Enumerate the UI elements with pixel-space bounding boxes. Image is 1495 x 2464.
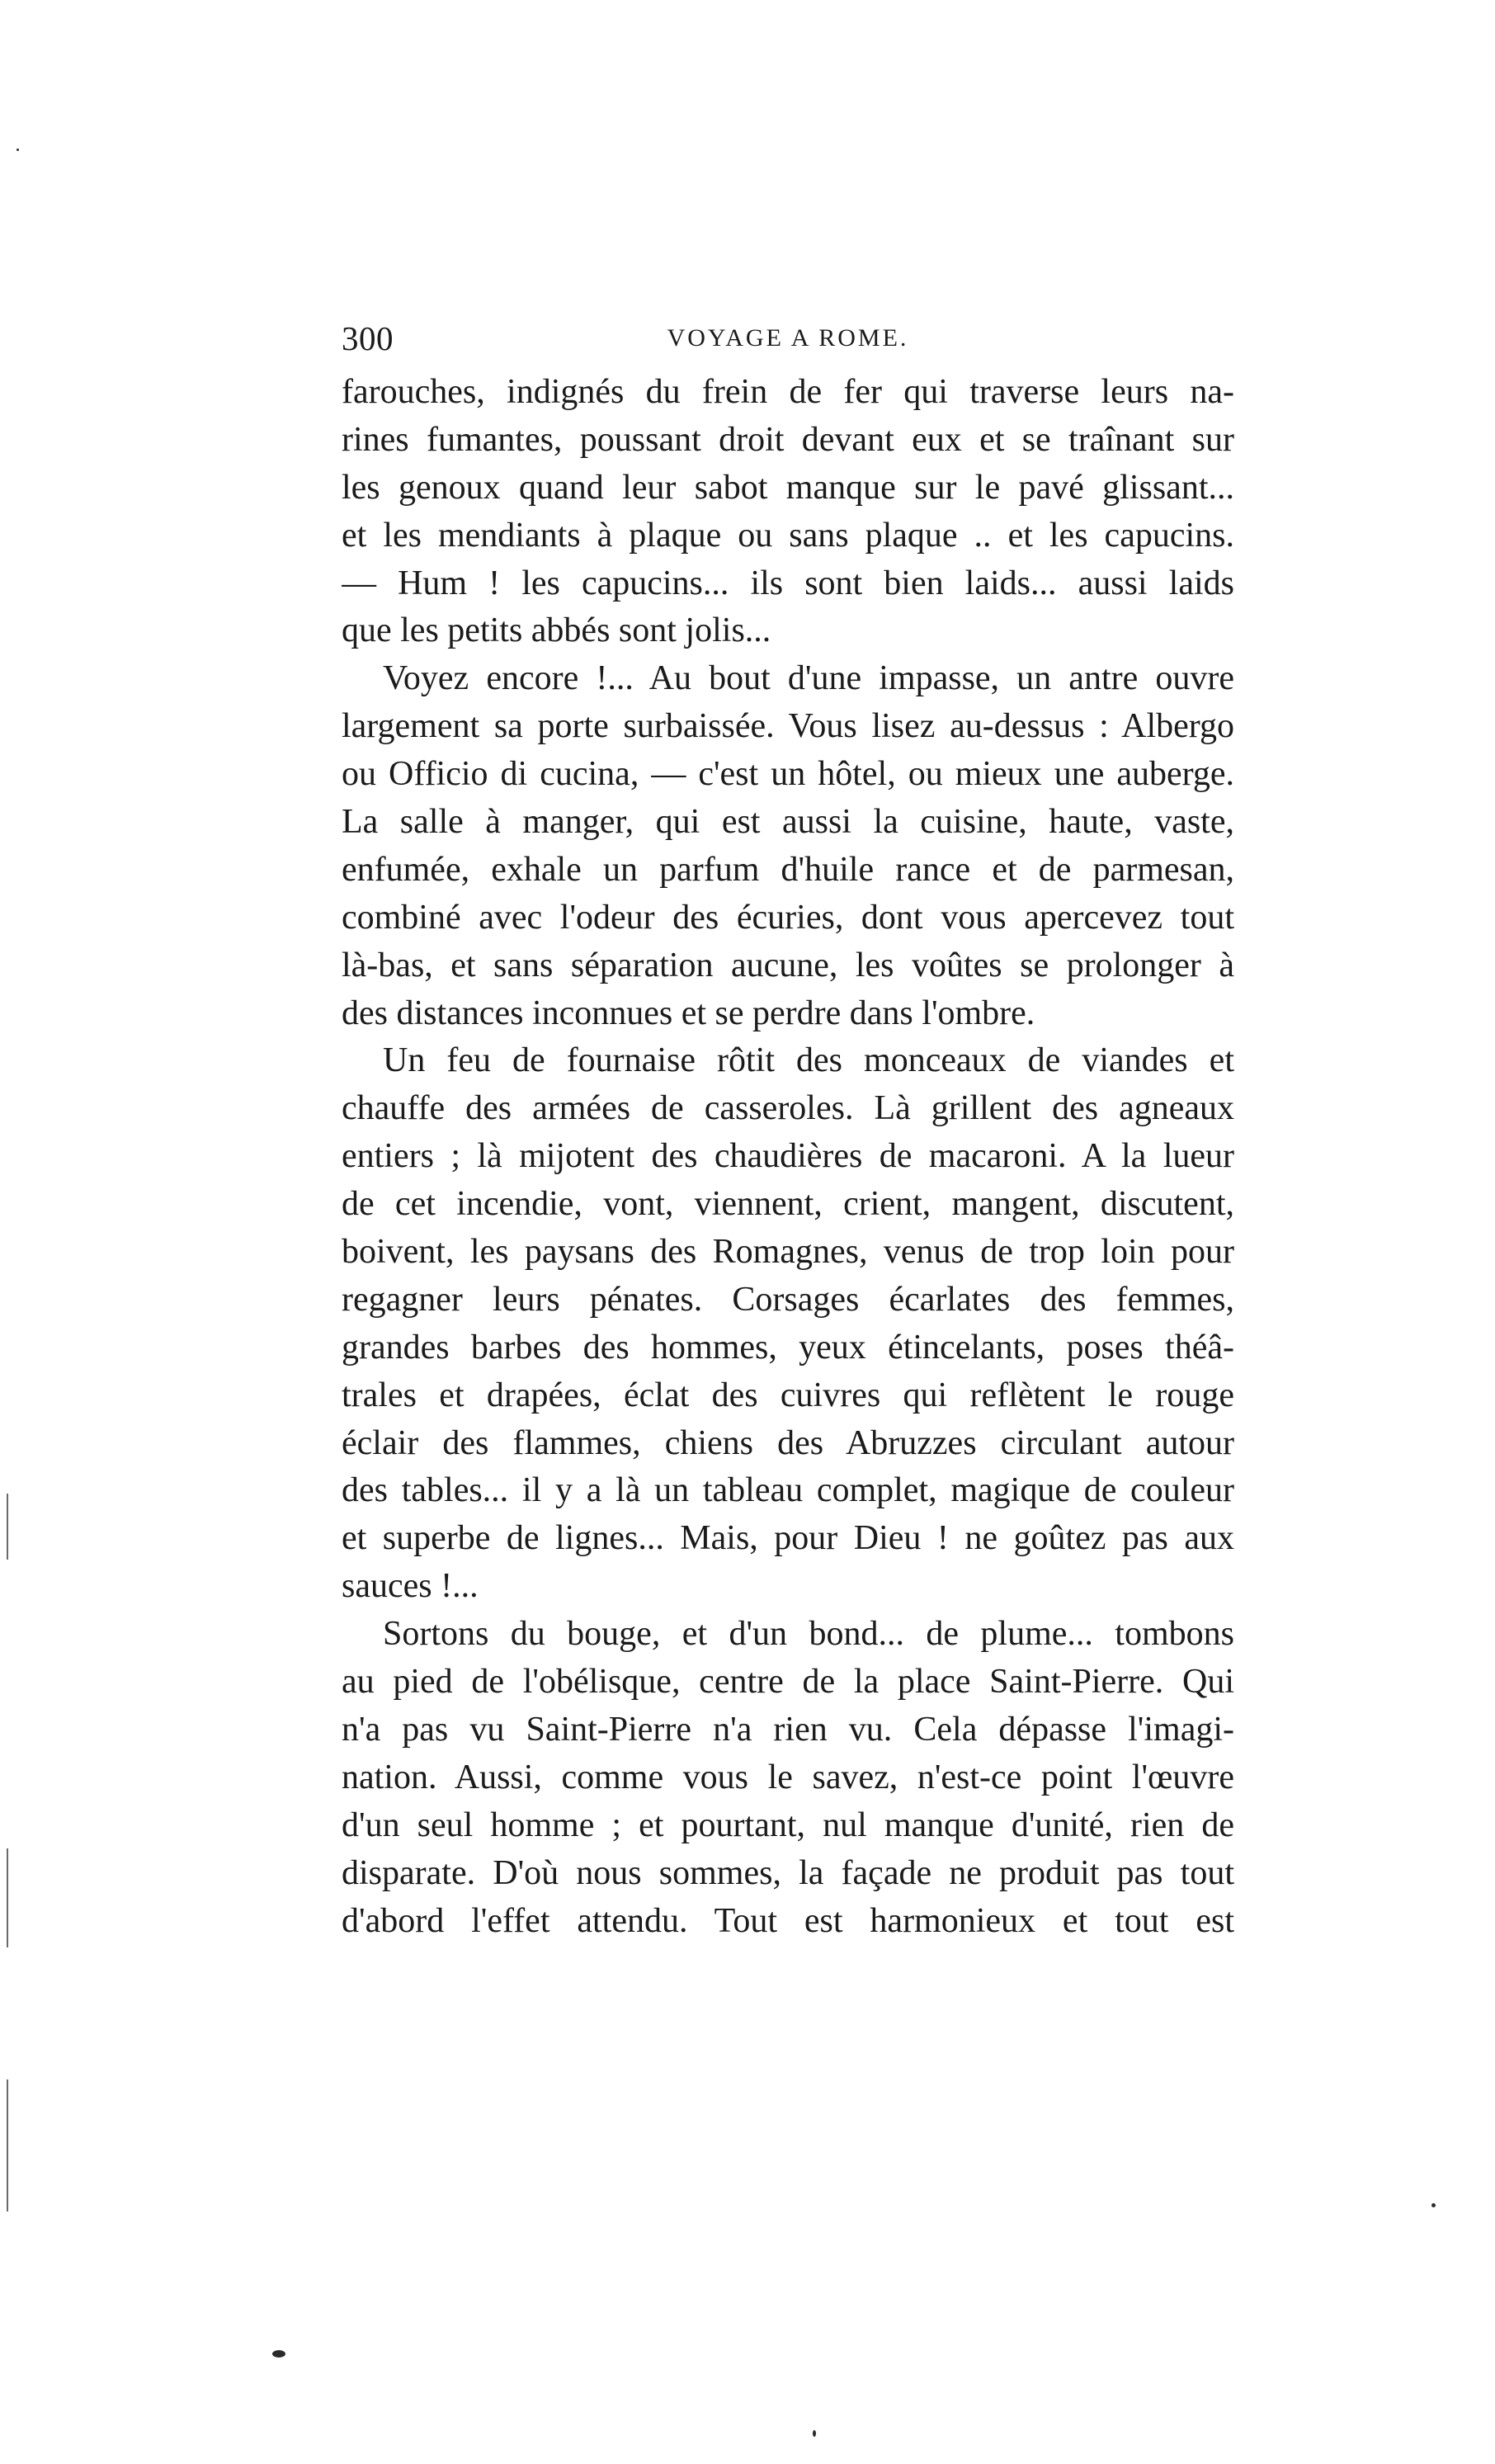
running-title: VOYAGE A ROME. [667, 324, 909, 352]
ink-speck [272, 2350, 285, 2358]
text-line: Sortons du bouge, et d'un bond... de plume... tombons [383, 1615, 1234, 1654]
text-line: d'un seul homme ; et pourtant, nul manque d'unité, rien de [342, 1806, 1234, 1844]
page-number: 300 [342, 319, 394, 357]
text-line: que les petits abbés sont jolis... [342, 611, 771, 650]
text-line: largement sa porte surbaissée. Vous lisez au-dessus : Albergo [342, 707, 1234, 746]
body-text [342, 369, 1234, 1945]
text-line: ou Officio di cucina, — c'est un hôtel, ou mieux une auberge. [342, 755, 1234, 794]
text-line: Voyez encore !... Au bout d'une impasse, un antre ouvre [383, 659, 1234, 698]
text-line: les genoux quand leur sabot manque sur le pavé glissant... [342, 468, 1234, 507]
text-line: nation. Aussi, comme vous le savez, n'est-ce point l'œuvre [342, 1758, 1234, 1796]
text-line: combiné avec l'odeur des écuries, dont vous apercevez tout [342, 898, 1234, 937]
text-line: entiers ; là mijotent des chaudières de macaroni. A la lueur [342, 1137, 1234, 1176]
ink-speck [813, 2430, 816, 2437]
scan-edge-line [7, 1494, 8, 1560]
text-line: trales et drapées, éclat des cuivres qui reflètent le rouge [342, 1376, 1234, 1414]
text-line: n'a pas vu Saint-Pierre n'a rien vu. Cela dépasse l'imagi- [342, 1710, 1234, 1749]
text-line: des tables... il y a là un tableau complet, magique de couleur [342, 1471, 1234, 1510]
text-line: chauffe des armées de casseroles. Là grillent des agneaux [342, 1089, 1234, 1128]
text-line: Un feu de fournaise rôtit des monceaux de viandes et [383, 1041, 1234, 1080]
page-header [342, 318, 1234, 359]
text-line: et superbe de lignes... Mais, pour Dieu ! ne goûtez pas aux [342, 1519, 1234, 1558]
scan-edge-line [7, 1848, 8, 1947]
text-line: des distances inconnues et se perdre dans l'ombre. [342, 994, 1035, 1032]
text-line: de cet incendie, vont, viennent, crient, mangent, discutent, [342, 1185, 1234, 1224]
text-line: rines fumantes, poussant droit devant eux et se traînant sur [342, 420, 1234, 459]
text-line: — Hum ! les capucins... ils sont bien laids... aussi laids [342, 564, 1234, 602]
text-line: au pied de l'obélisque, centre de la place Saint-Pierre. Qui [342, 1663, 1234, 1702]
ink-speck [17, 149, 19, 151]
text-line: grandes barbes des hommes, yeux étincelants, poses théâ- [342, 1328, 1234, 1367]
text-line: sauces !... [342, 1567, 479, 1606]
text-line: disparate. D'où nous sommes, la façade ne produit pas tout [342, 1853, 1234, 1892]
text-line: éclair des flammes, chiens des Abruzzes circulant autour [342, 1423, 1234, 1462]
text-line: La salle à manger, qui est aussi la cuisine, haute, vaste, [342, 803, 1234, 842]
text-line: enfumée, exhale un parfum d'huile rance et de parmesan, [342, 850, 1234, 889]
scan-edge-line [7, 2079, 8, 2211]
text-line: là-bas, et sans séparation aucune, les voûtes se prolonger à [342, 946, 1234, 984]
text-line: regagner leurs pénates. Corsages écarlates des femmes, [342, 1280, 1234, 1319]
text-line: et les mendiants à plaque ou sans plaque .. et les capucins. [342, 516, 1234, 555]
text-line: d'abord l'effet attendu. Tout est harmonieux et tout est [342, 1901, 1234, 1940]
text-line: boivent, les paysans des Romagnes, venus de trop loin pour [342, 1233, 1234, 1272]
text-line: farouches, indignés du frein de fer qui traverse leurs na- [342, 373, 1234, 411]
ink-speck [1431, 2203, 1436, 2207]
